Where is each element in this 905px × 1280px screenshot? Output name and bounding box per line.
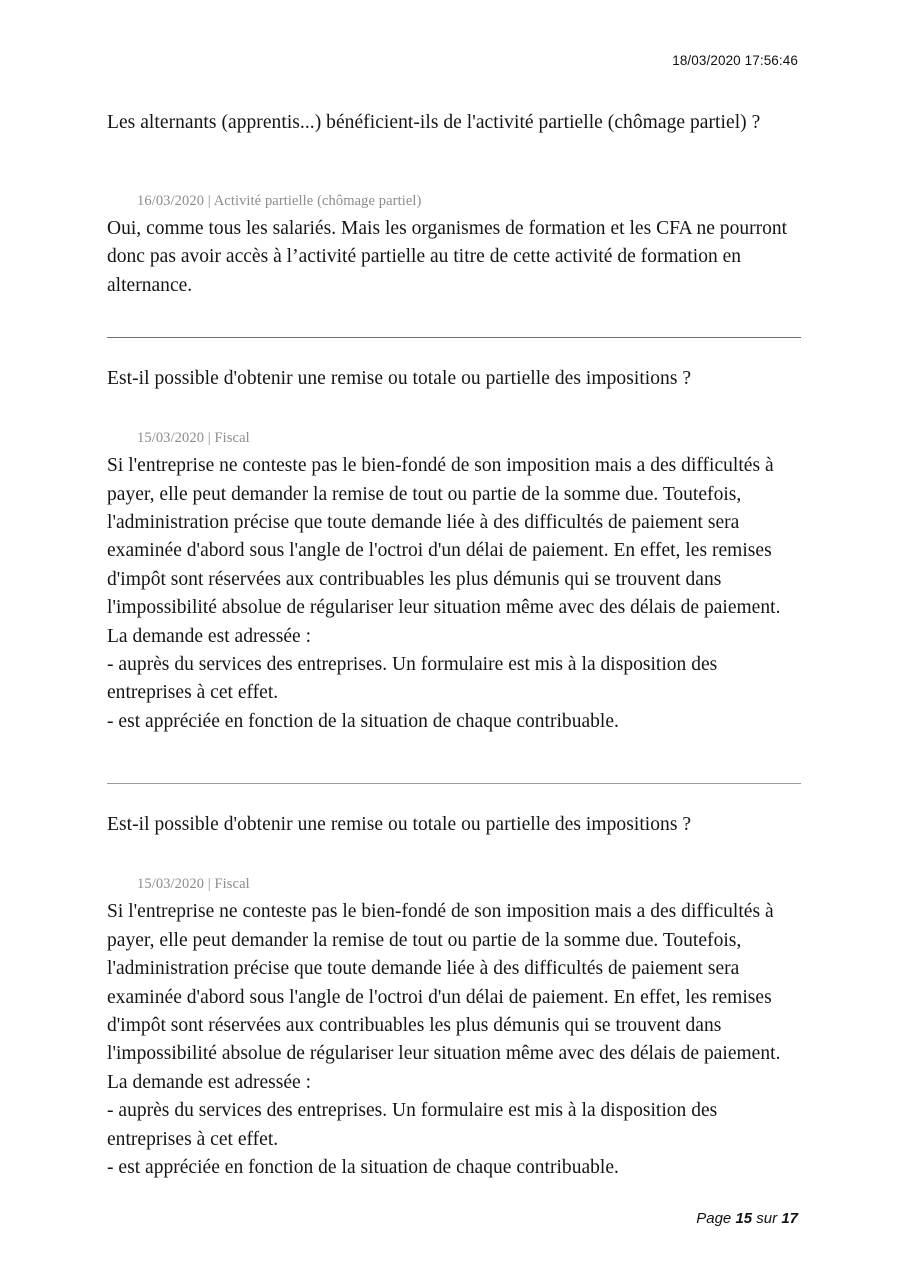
footer-current-page: 15 [735, 1210, 753, 1227]
question-meta: 16/03/2020 | Activité partielle (chômage partiel) [137, 193, 422, 209]
footer-middle: sur [752, 1210, 782, 1227]
answer-paragraph: - est appréciée en fonction de la situation de chaque contribuable. [107, 1156, 619, 1178]
question-meta: 15/03/2020 | Fiscal [137, 430, 250, 447]
qa-block [107, 783, 801, 1182]
page-footer [696, 1210, 798, 1227]
question-meta: 15/03/2020 | Fiscal [137, 876, 250, 893]
answer-paragraph: Si l'entreprise ne conteste pas le bien-fondé de son imposition mais a des difficultés à payer, elle peut demander la remise de tout ou partie de la somme due. Toutefois, l'administration précise que toute demande liée à des difficultés de paiement sera examinée d'abord sous l'angle de l'octroi d'un délai de paiement. En effet, les remises d'impôt sont réservées aux contribuables les plus démunis qui se trouvent dans l'impossibilité absolue de régulariser leur situation même avec des délais de paiement. [107, 901, 781, 1065]
answer-body [107, 215, 801, 300]
footer-prefix: Page [696, 1210, 736, 1227]
answer-paragraph: La demande est adressée : [107, 1071, 312, 1093]
question-text: Est-il possible d'obtenir une remise ou totale ou partielle des impositions ? [107, 814, 692, 836]
question-text: Les alternants (apprentis...) bénéficient-ils de l'activité partielle (chômage partiel) ? [107, 112, 761, 133]
document-content [107, 108, 801, 1182]
qa-block [107, 108, 801, 337]
question-text: Est-il possible d'obtenir une remise ou totale ou partielle des impositions ? [107, 368, 692, 390]
footer-total-pages: 17 [781, 1210, 798, 1227]
answer-paragraph: La demande est adressée : [107, 625, 312, 647]
answer-body [107, 898, 801, 1182]
page-header-timestamp: 18/03/2020 17:56:46 [672, 53, 798, 68]
answer-paragraph: - est appréciée en fonction de la situation de chaque contribuable. [107, 710, 619, 732]
answer-paragraph: - auprès du services des entreprises. Un formulaire est mis à la disposition des entreprises à cet effet. [107, 1100, 718, 1150]
answer-paragraph: Oui, comme tous les salariés. Mais les organismes de formation et les CFA ne pourront donc pas avoir accès à l’activité partielle au titre de cette activité de formation en alternance. [107, 218, 788, 296]
answer-body [107, 452, 801, 736]
answer-paragraph: - auprès du services des entreprises. Un formulaire est mis à la disposition des entreprises à cet effet. [107, 654, 718, 704]
answer-paragraph: Si l'entreprise ne conteste pas le bien-fondé de son imposition mais a des difficultés à payer, elle peut demander la remise de tout ou partie de la somme due. Toutefois, l'administration précise que toute demande liée à des difficultés de paiement sera examinée d'abord sous l'angle de l'octroi d'un délai de paiement. En effet, les remises d'impôt sont réservées aux contribuables les plus démunis qui se trouvent dans l'impossibilité absolue de régulariser leur situation même avec des délais de paiement. [107, 455, 781, 619]
qa-block [107, 337, 801, 783]
